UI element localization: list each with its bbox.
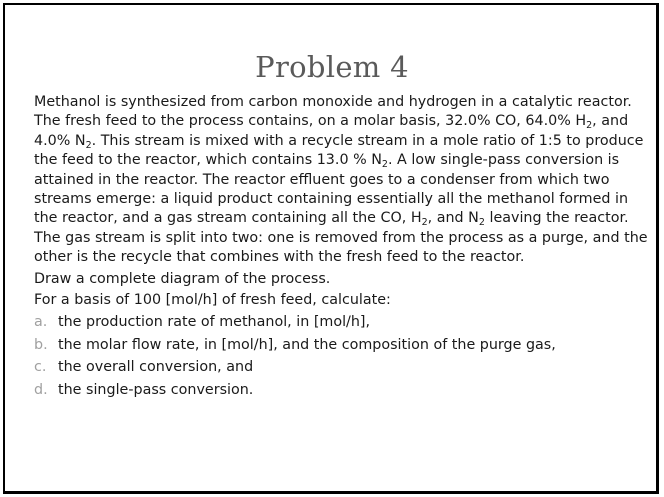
- subscript: 2: [421, 217, 428, 229]
- subscript: 2: [478, 217, 485, 229]
- item-letter: a.: [34, 314, 48, 331]
- subscript: 2: [586, 120, 593, 132]
- list-item: [34, 358, 654, 377]
- item-text: the single-pass conversion.: [58, 381, 254, 398]
- item-text: the molar flow rate, in [mol/h], and the composition of the purge gas,: [58, 336, 556, 353]
- statement-text: . This stream is mixed with a recycle stream in a mole ratio of 1:5 to produce the feed to the reactor, which contains 13.0 % N: [34, 132, 644, 169]
- statement-text: , and N: [427, 210, 479, 227]
- page-title: Problem 4: [255, 50, 409, 84]
- instruction-diagram: Draw a complete diagram of the process.: [34, 270, 331, 287]
- subscript: 2: [381, 159, 388, 171]
- subscript: 2: [85, 139, 92, 151]
- statement-text: , and 4.0% N: [34, 113, 629, 149]
- list-item: [34, 381, 654, 400]
- list-item: [34, 336, 654, 355]
- instruction-basis: For a basis of 100 [mol/h] of fresh feed, calculate:: [34, 292, 391, 309]
- item-text: the overall conversion, and: [58, 359, 254, 376]
- item-letter: d.: [34, 381, 48, 398]
- item-text: the production rate of methanol, in [mol/h],: [58, 314, 371, 331]
- item-letter: b.: [34, 336, 48, 353]
- list-item: [34, 313, 654, 332]
- statement-text: . A low single-pass conversion is attained in the reactor. The reactor effluent goes to a condenser from which two streams emerge: a liquid product containing essentially all the methanol formed in the reactor, and a gas stream containing all the CO, H: [34, 152, 629, 227]
- item-letter: c.: [34, 359, 47, 376]
- problem-statement: [34, 93, 654, 268]
- question-list: [34, 313, 654, 400]
- problem-content: [34, 93, 654, 400]
- statement-text: leaving the reactor. The gas stream is split into two: one is removed from the process as a purge, and the other is the recycle that combines with the fresh feed to the reactor.: [34, 210, 648, 266]
- statement-text: Methanol is synthesized from carbon monoxide and hydrogen in a catalytic reactor. The fresh feed to the process contains, on a molar basis, 32.0% CO, 64.0% H: [34, 94, 632, 130]
